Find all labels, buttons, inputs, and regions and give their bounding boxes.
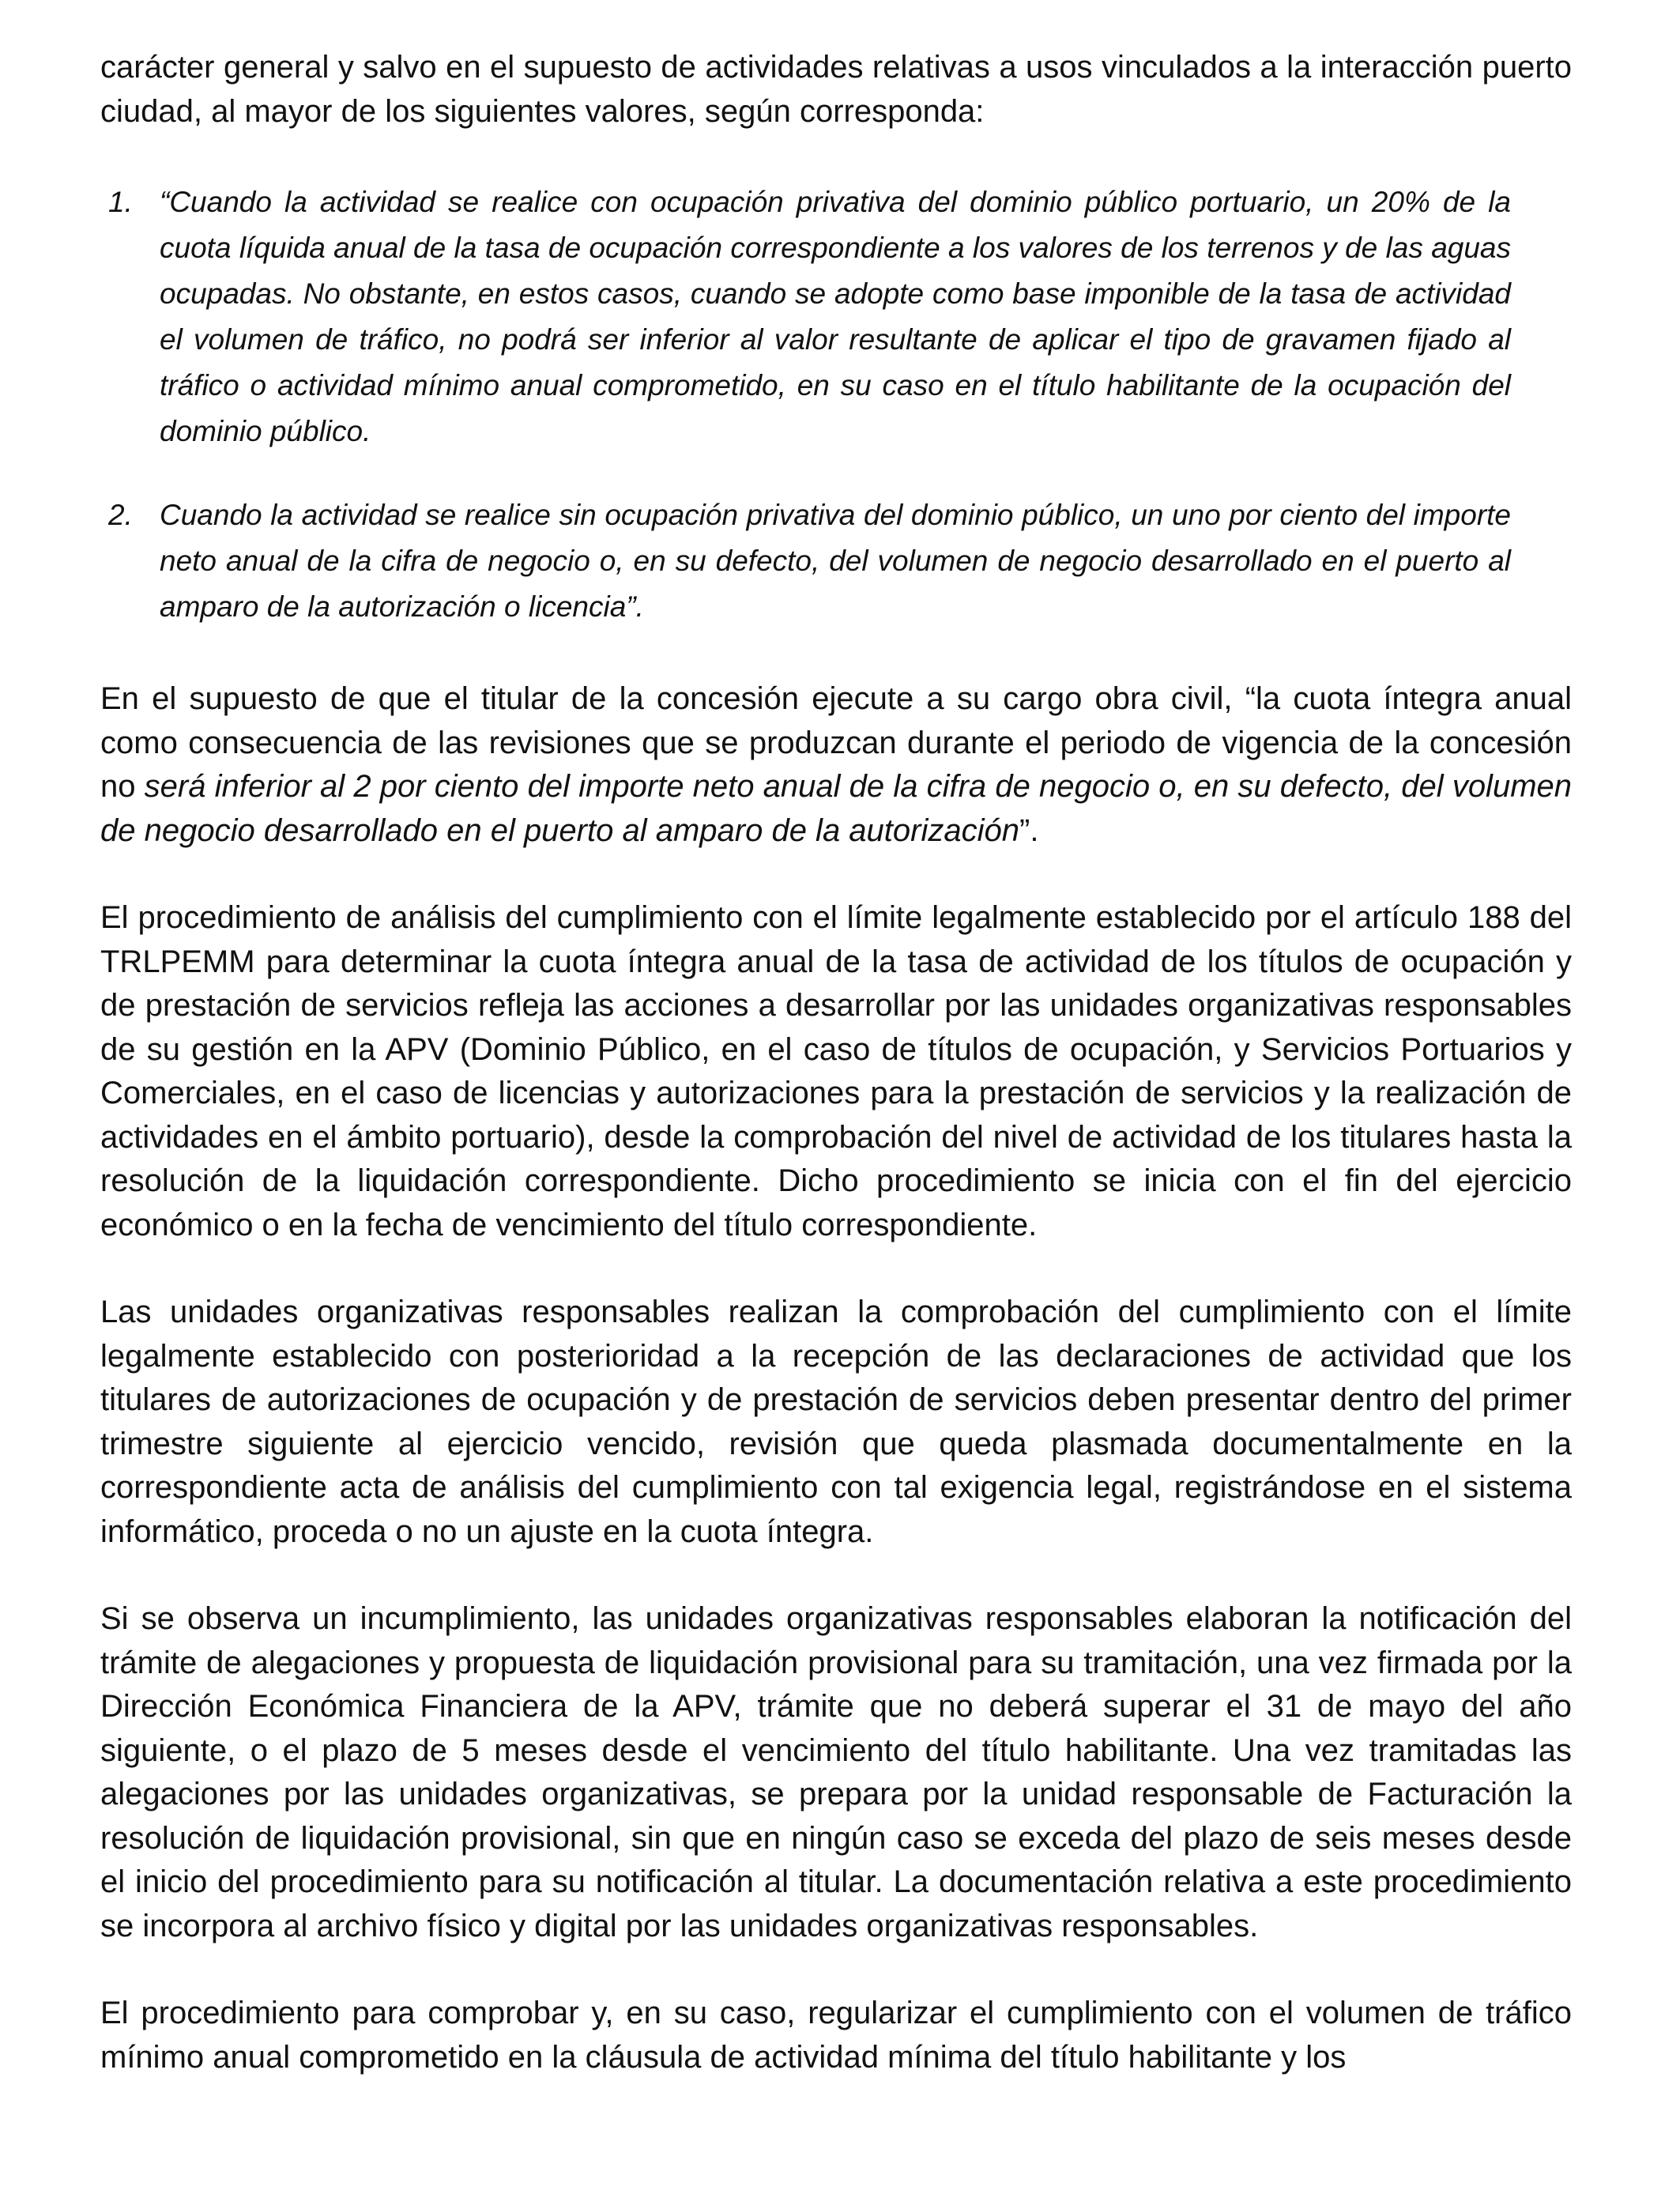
list-item-number: 1. — [108, 186, 133, 218]
numbered-list — [100, 179, 1572, 630]
paragraph-incumplimiento: Si se observa un incumplimiento, las unidades organizativas responsables elaboran la notificación del trámite de alegaciones y propuesta de liquidación provisional para su tramitación, una vez firmada por la Dirección Económica Financiera de la APV, trámite que no deberá superar el 31 de mayo del año siguiente, o el plazo de 5 meses desde el vencimiento del título habilitante. Una vez tramitadas las alegaciones por las unidades organizativas, se prepara por la unidad responsable de Facturación la resolución de liquidación provisional, sin que en ningún caso se exceda del plazo de seis meses desde el inicio del procedimiento para su notificación al titular. La documentación relativa a este procedimiento se incorpora al archivo físico y digital por las unidades organizativas responsables. — [100, 1601, 1572, 1943]
paragraph-concesion — [100, 677, 1572, 853]
paragraph-trafico-minimo: El procedimiento para comprobar y, en su caso, regularizar el cumplimiento con el volumen de tráfico mínimo anual comprometido en la cláusula de actividad mínima del título habilitante y los — [100, 1996, 1572, 2075]
intro-paragraph: carácter general y salvo en el supuesto de actividades relativas a usos vinculados a la interacción puerto ciudad, al mayor de los siguientes valores, según corresponda: — [100, 50, 1572, 129]
paragraph-procedimiento: El procedimiento de análisis del cumplimiento con el límite legalmente establecido por el artículo 188 del TRLPEMM para determinar la cuota íntegra anual de la tasa de actividad de los títulos de ocupación y de prestación de servicios refleja las acciones a desarrollar por las unidades organizativas responsables de su gestión en la APV (Dominio Público, en el caso de títulos de ocupación, y Servicios Portuarios y Comerciales, en el caso de licencias y autorizaciones para la prestación de servicios y la realización de actividades en el ámbito portuario), desde la comprobación del nivel de actividad de los titulares hasta la resolución de la liquidación correspondiente. Dicho procedimiento se inicia con el fin del ejercicio económico o en la fecha de vencimiento del título correspondiente. — [100, 900, 1572, 1242]
list-item-text: Cuando la actividad se realice sin ocupación privativa del dominio público, un uno por ciento del importe neto anual de la cifra de negocio o, en su defecto, del volumen de negocio desarrollado en el puerto al amparo de la autorización o licencia”. — [160, 499, 1511, 623]
list-item-1 — [100, 179, 1511, 454]
paragraph-concesion-quote: será inferior al 2 por ciento del importe neto anual de la cifra de negocio o, en su defecto, del volumen de negocio desarrollado en el puerto al amparo de la autorización — [100, 769, 1573, 848]
paragraph-concesion-start: En el supuesto de que el titular de la concesión ejecute a su cargo obra civil, “la cuota íntegra anual como consecuencia de las revisiones que se produzcan durante el periodo de vigencia de la concesión no — [100, 681, 1572, 804]
list-item-2 — [100, 492, 1511, 630]
paragraph-concesion-end: ”. — [1019, 812, 1039, 848]
paragraph-comprobacion: Las unidades organizativas responsables realizan la comprobación del cumplimiento con el límite legalmente establecido con posterioridad a la recepción de las declaraciones de actividad que los titulares de autorizaciones de ocupación y de prestación de servicios deben presentar dentro del primer trimestre siguiente al ejercicio vencido, revisión que queda plasmada documentalmente en la correspondiente acta de análisis del cumplimiento con tal exigencia legal, registrándose en el sistema informático, proceda o no un ajuste en la cuota íntegra. — [100, 1295, 1572, 1549]
list-item-number: 2. — [108, 499, 133, 531]
list-item-text: “Cuando la actividad se realice con ocupación privativa del dominio público portuario, un 20% de la cuota líquida anual de la tasa de ocupación correspondiente a los valores de los terrenos y de las aguas ocupadas. No obstante, en estos casos, cuando se adopte como base imponible de la tasa de actividad el volumen de tráfico, no podrá ser inferior al valor resultante de aplicar el tipo de gravamen fijado al tráfico o actividad mínimo anual comprometido, en su caso en el título habilitante de la ocupación del dominio público. — [160, 186, 1511, 447]
document-page — [100, 46, 1572, 2079]
